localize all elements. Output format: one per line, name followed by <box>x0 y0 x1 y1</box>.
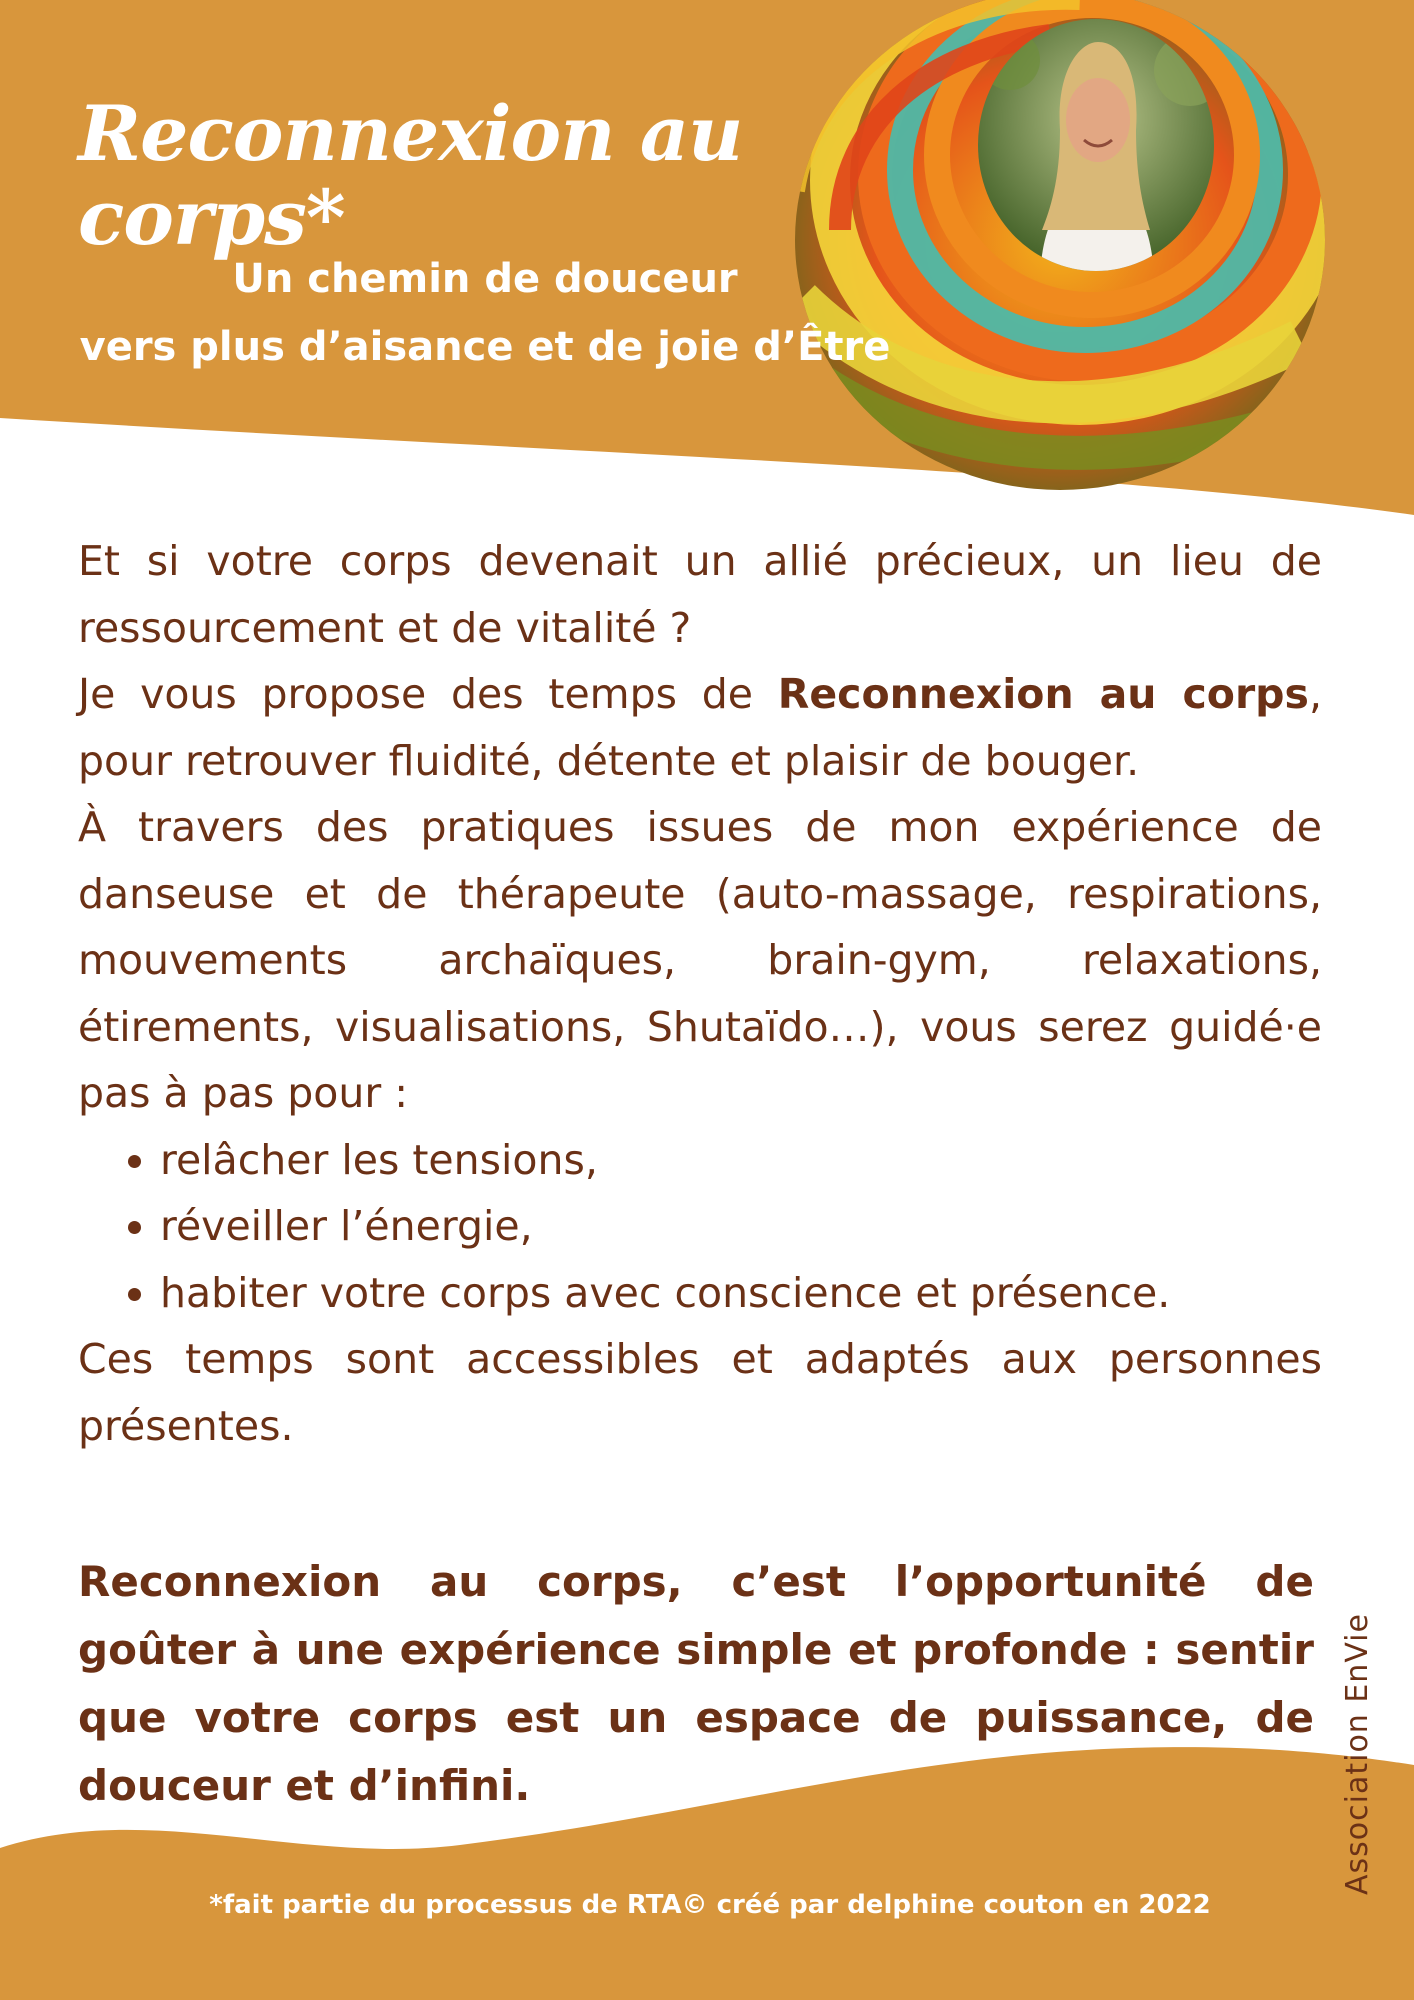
list-item: • réveiller l’énergie, <box>160 1193 1322 1260</box>
page-title: Reconnexion au corps* <box>78 89 743 262</box>
proposal-prefix: Je vous propose des temps de <box>78 670 778 718</box>
footnote: *fait partie du processus de RTA© créé par delphine couton en 2022 <box>209 1890 1211 1920</box>
conclusion-paragraph: Reconnexion au corps, c’est l’opportunité de goûter à une expérience simple et profonde : sentir que votre corps est un espace de puissance, de douceur et d’infini. <box>78 1557 1314 1810</box>
proposal-suffix: , pour retrouver fluidité, détente et plaisir de bouger. <box>78 670 1322 785</box>
list-item: • habiter votre corps avec conscience et présence. <box>160 1260 1322 1327</box>
list-item: • relâcher les tensions, <box>160 1127 1322 1194</box>
subtitle <box>40 245 930 381</box>
practices-paragraph: À travers des pratiques issues de mon expérience de danseuse et de thérapeute (auto-massage, respirations, mouvements archaïques, brain-gym, relaxations, étirements, visualisations, Shutaïdo…), vous serez guidé·e pas à pas pour : <box>78 803 1322 1117</box>
association-credit: Association EnVie <box>1340 1613 1375 1895</box>
intro-paragraph: Et si votre corps devenait un allié précieux, un lieu de ressourcement et de vitalité ? <box>78 537 1322 652</box>
proposal-paragraph <box>78 661 1322 794</box>
body-text <box>78 528 1322 1459</box>
accessibility-paragraph: Ces temps sont accessibles et adaptés aux personnes présentes. <box>78 1335 1322 1450</box>
proposal-bold: Reconnexion au corps <box>777 670 1309 718</box>
benefits-list <box>78 1127 1322 1327</box>
subtitle-line-1: Un chemin de douceur <box>232 256 738 302</box>
subtitle-line-2: vers plus d’aisance et de joie d’Être <box>79 324 891 370</box>
